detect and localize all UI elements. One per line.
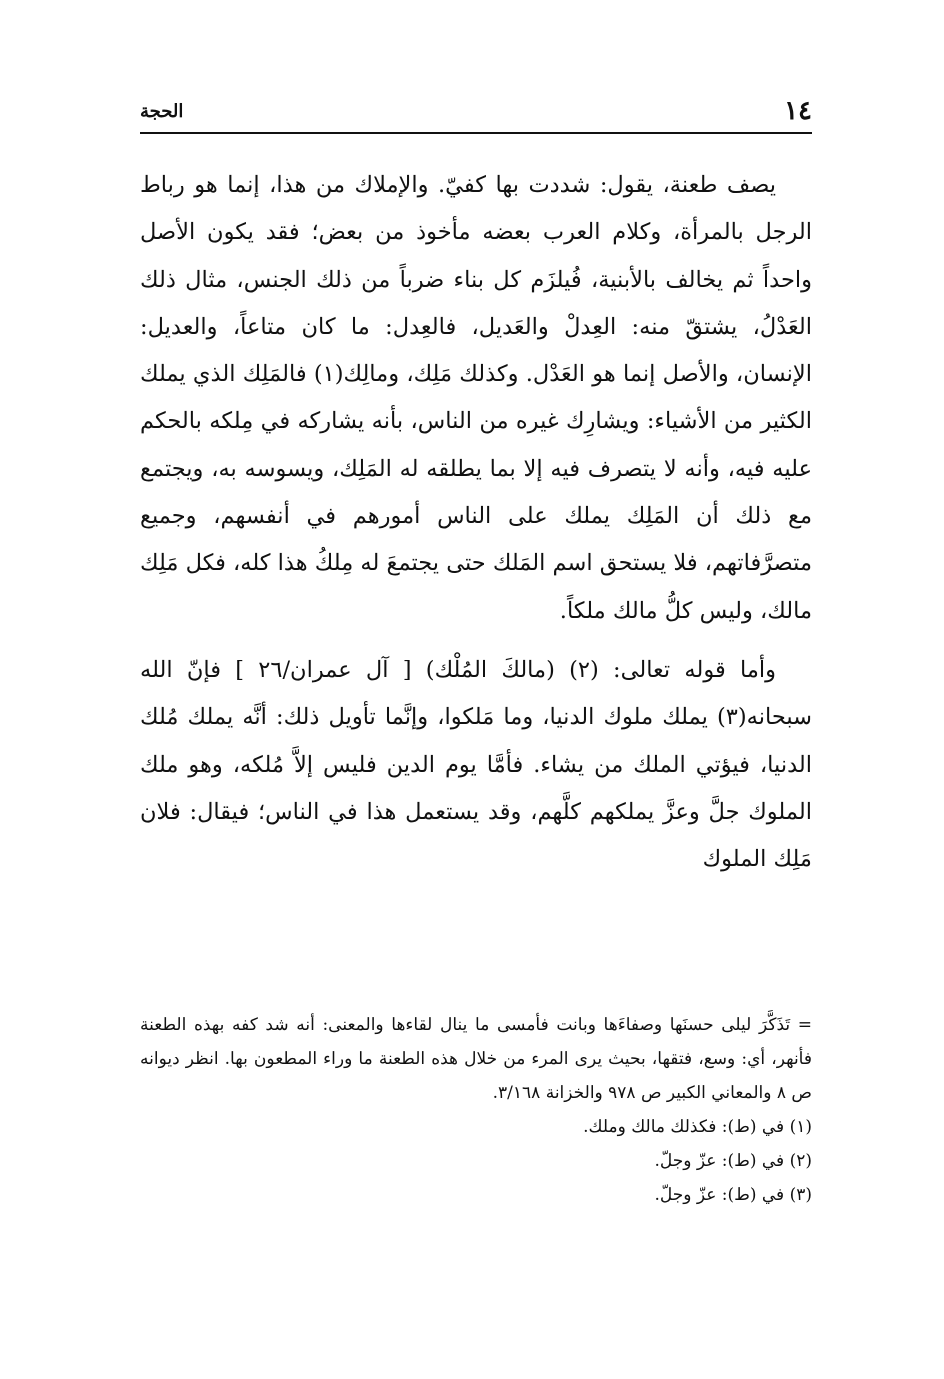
footnotes bbox=[140, 1008, 812, 1212]
running-title: الحجة bbox=[140, 101, 184, 122]
main-text bbox=[140, 162, 812, 883]
footnote-1: (١) في (ط): فكذلك مالك وملك. bbox=[583, 1117, 812, 1137]
header-rule bbox=[140, 132, 812, 134]
page-number: ١٤ bbox=[784, 96, 812, 126]
footnote-2: (٢) في (ط): عزّ وجلّ. bbox=[654, 1151, 812, 1171]
paragraph-1: يصف طعنة، يقول: شددت بها كفيّ. والإملاك من هذا، إنما هو رباط الرجل بالمرأة، وكلام العرب بعضه مأخوذ من بعض؛ فقد يكون الأصل واحداً ثم يخالف بالأبنية، فُيلزَم كل بناء ضرباً من ذلك الجنس، مثال ذلك العَدْلُ، يشتقّ منه: العِدلْ والعَديل، فالعِدل: ما كان متاعاً، والعديل: الإنسان، والأصل إنما هو العَدْل. وكذلك مَلِك، ومالِك(١) فالمَلِك الذي يملك الكثير من الأشياء: ويشارِك غيره من الناس، بأنه يشاركه في مِلكه بالحكم عليه فيه، وأنه لا يتصرف فيه إلا بما يطلقه له المَلِك، ويسوسه به، ويجتمع مع ذلك أن المَلِك يملك على الناس أمورهم في أنفسهم، وجميع متصرَّفاتهم، فلا يستحق اسم المَلك حتى يجتمعَ له مِلكُ هذا كله، فكل مَلِك مالك، وليس كلُّ مالك ملكاً. bbox=[140, 172, 812, 624]
paragraph-2: وأما قوله تعالى: (٢) (مالكَ المُلْك) [ آل عمران/٢٦ ] فإنّ الله سبحانه(٣) يملك ملوك الدنيا، وما مَلكوا، وإنَّما تأويل ذلك: أنَّه يملك مُلك الدنيا، فيؤتي الملك من يشاء. فأمَّا يوم الدين فليس إلاَّ مُلكه، وهو ملك الملوك جلَّ وعزَّ يملكهم كلَّهم، وقد يستعمل هذا في الناس؛ فيقال: فلان مَلِك الملوك bbox=[140, 656, 812, 873]
footnote-continuation: = تَذَكَّرَ ليلى حسنَها وصفاءَها وبانت فأمسى ما ينال لقاءها والمعنى: أنه شد كفه بهذه الطعنة فأنهر، أي: وسع، فتقها، بحيث يرى المرء من خلال هذه الطعنة ما وراء المطعون بها. انظر ديوانه ص ٨ والمعاني الكبير ص ٩٧٨ والخزانة ٣/١٦٨. bbox=[140, 1015, 812, 1103]
footnote-3: (٣) في (ط): عزّ وجلّ. bbox=[654, 1185, 812, 1205]
page-header bbox=[140, 96, 812, 132]
